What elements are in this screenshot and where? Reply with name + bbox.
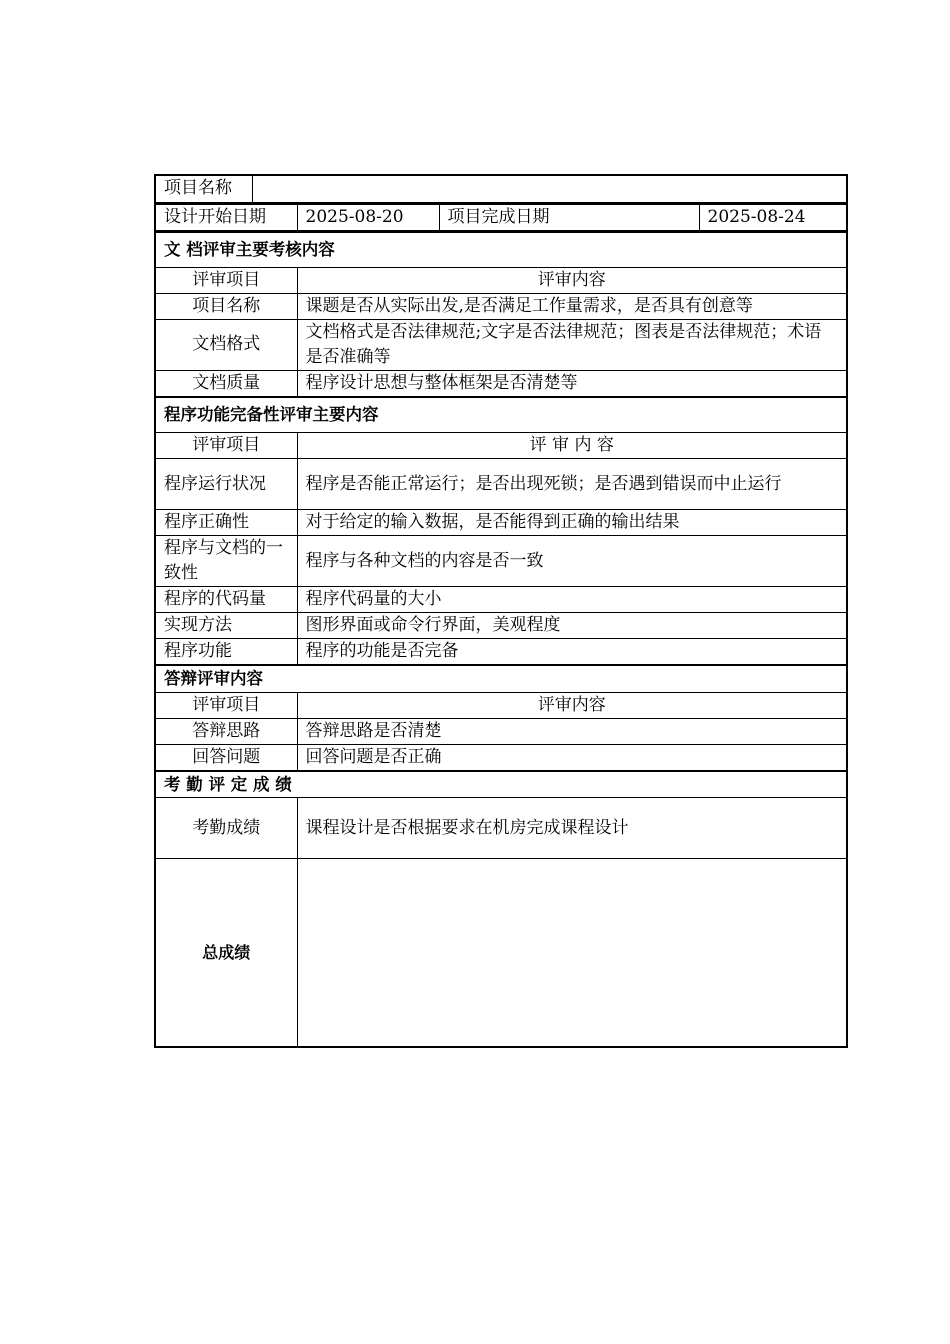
end-date-value[interactable]: 2025-08-24 <box>699 204 847 231</box>
dates-table <box>154 203 848 232</box>
defense-row-content: 答辩思路是否清楚 <box>297 718 847 744</box>
defense-col-content: 评审内容 <box>297 692 847 718</box>
program-row-content: 程序与各种文档的内容是否一致 <box>297 536 847 587</box>
program-col-item: 评审项目 <box>155 433 297 459</box>
program-row-item: 程序的代码量 <box>155 587 297 613</box>
doc-row-content: 课题是否从实际出发,是否满足工作量需求，是否具有创意等 <box>297 293 847 319</box>
program-row-content: 程序代码量的大小 <box>297 587 847 613</box>
program-row-item: 程序正确性 <box>155 510 297 536</box>
doc-row-item: 项目名称 <box>155 293 297 319</box>
project-name-value[interactable] <box>252 175 847 202</box>
project-name-label: 项目名称 <box>155 175 252 202</box>
attendance-content: 课程设计是否根据要求在机房完成课程设计 <box>297 798 847 859</box>
program-row-item: 程序与文档的一致性 <box>155 536 297 587</box>
defense-review-title: 答辩评审内容 <box>155 665 847 692</box>
total-score-value[interactable] <box>297 859 847 1047</box>
attendance-item: 考勤成绩 <box>155 798 297 859</box>
doc-row-item: 文档格式 <box>155 319 297 370</box>
header-table <box>154 174 848 203</box>
start-date-label: 设计开始日期 <box>155 204 297 231</box>
review-table <box>154 231 848 1048</box>
program-row-content: 对于给定的输入数据，是否能得到正确的输出结果 <box>297 510 847 536</box>
defense-row-content: 回答问题是否正确 <box>297 744 847 771</box>
doc-col-content: 评审内容 <box>297 267 847 293</box>
program-row-content: 图形界面或命令行界面，美观程度 <box>297 613 847 639</box>
defense-row-item: 答辩思路 <box>155 718 297 744</box>
program-row-item: 程序功能 <box>155 639 297 666</box>
doc-review-title: 文 档评审主要考核内容 <box>155 232 847 267</box>
program-row-item: 实现方法 <box>155 613 297 639</box>
doc-row-item: 文档质量 <box>155 370 297 397</box>
defense-row-item: 回答问题 <box>155 744 297 771</box>
program-col-content: 评 审 内 容 <box>297 433 847 459</box>
total-score-label: 总成绩 <box>155 859 297 1047</box>
doc-row-content: 文档格式是否法律规范;文字是否法律规范；图表是否法律规范；术语是否准确等 <box>297 319 847 370</box>
program-row-item: 程序运行状况 <box>155 459 297 510</box>
program-row-content: 程序的功能是否完备 <box>297 639 847 666</box>
attendance-title: 考 勤 评 定 成 绩 <box>155 771 847 798</box>
review-form <box>154 174 846 1048</box>
program-row-content: 程序是否能正常运行；是否出现死锁；是否遇到错误而中止运行 <box>297 459 847 510</box>
program-review-title: 程序功能完备性评审主要内容 <box>155 397 847 433</box>
end-date-label: 项目完成日期 <box>439 204 699 231</box>
start-date-value[interactable]: 2025-08-20 <box>297 204 439 231</box>
doc-row-content: 程序设计思想与整体框架是否清楚等 <box>297 370 847 397</box>
defense-col-item: 评审项目 <box>155 692 297 718</box>
doc-col-item: 评审项目 <box>155 267 297 293</box>
